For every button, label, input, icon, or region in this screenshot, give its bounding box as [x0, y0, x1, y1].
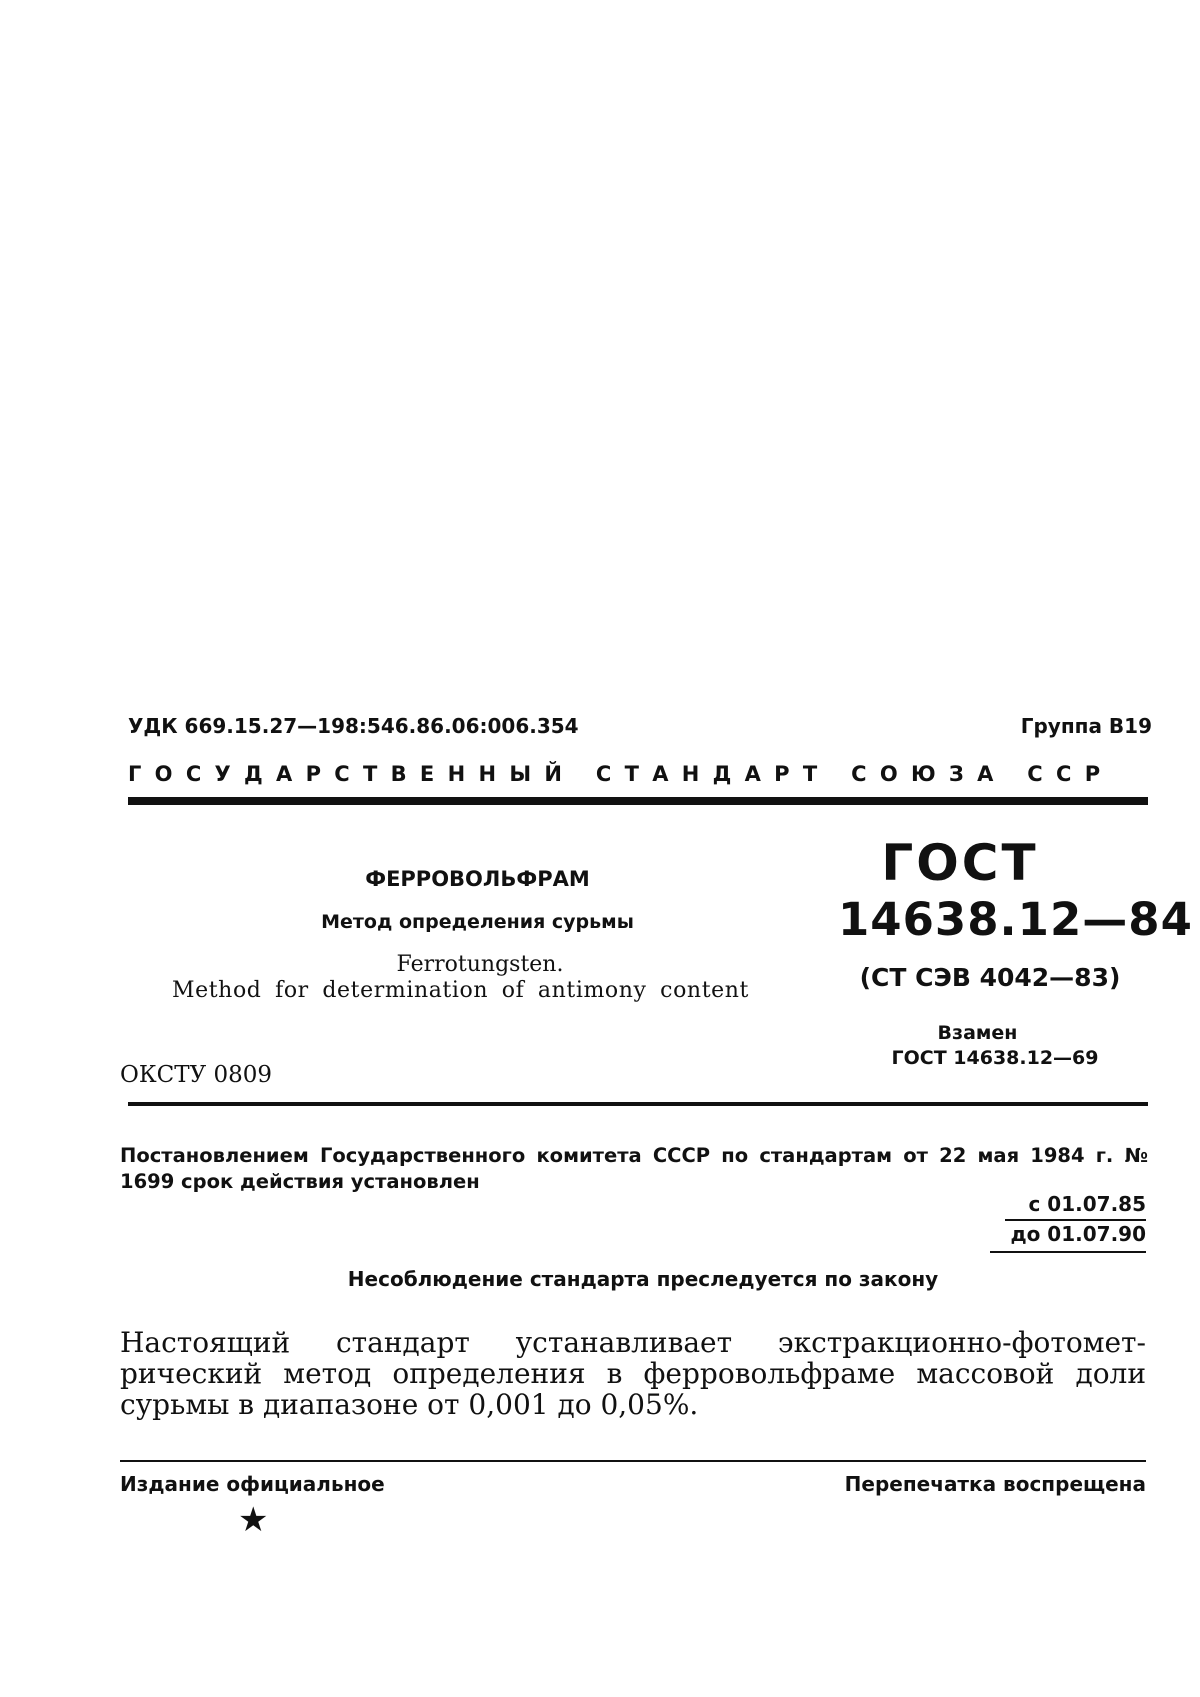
standard-banner: ГОСУДАРСТВЕННЫЙ СТАНДАРТ СОЮЗА ССР	[128, 762, 1114, 786]
document-title-en: Ferrotungsten.	[396, 952, 564, 977]
footer-divider	[120, 1460, 1146, 1462]
document-subtitle-en: Method for determination of antimony content	[172, 978, 749, 1003]
document-subtitle-ru: Метод определения сурьмы	[321, 911, 634, 933]
body-paragraph	[120, 1327, 1146, 1420]
replaces-label: Взамен	[937, 1022, 1018, 1044]
gost-label: ГОСТ	[881, 834, 1039, 892]
official-edition-label: Издание официальное	[120, 1472, 385, 1496]
date-underline	[990, 1251, 1146, 1253]
banner-divider	[128, 797, 1148, 805]
body-line: рический метод определения в ферровольфраме массовой доли	[120, 1357, 1146, 1390]
group-code: Группа В19	[1020, 714, 1152, 738]
reprint-prohibited-label: Перепечатка воспрещена	[844, 1472, 1146, 1496]
body-line: Настоящий стандарт устанавливает экстракционно-фотомет-	[120, 1326, 1146, 1359]
decree-text: Постановлением Государственного комитета СССР по стандартам от 22 мая 1984 г. № 1699 срок действия установлен	[120, 1144, 1148, 1193]
udk-code: УДК 669.15.27—198:546.86.06:006.354	[128, 714, 579, 738]
star-icon: ★	[238, 1500, 269, 1540]
effective-to-date: до 01.07.90	[1010, 1222, 1146, 1246]
effective-from-date: с 01.07.85	[1028, 1192, 1146, 1216]
document-title-ru: ФЕРРОВОЛЬФРАМ	[365, 867, 590, 891]
gost-number: 14638.12—84	[838, 893, 1193, 946]
legal-warning: Несоблюдение стандарта преследуется по закону	[347, 1267, 939, 1291]
date-divider	[1005, 1219, 1146, 1221]
section-divider	[128, 1102, 1148, 1106]
body-line: сурьмы в диапазоне от 0,001 до 0,05%.	[120, 1388, 699, 1421]
replaced-standard: ГОСТ 14638.12—69	[891, 1047, 1099, 1069]
st-sev-number: (СТ СЭВ 4042—83)	[859, 963, 1121, 992]
okstu-code: ОКСТУ 0809	[120, 1062, 273, 1088]
